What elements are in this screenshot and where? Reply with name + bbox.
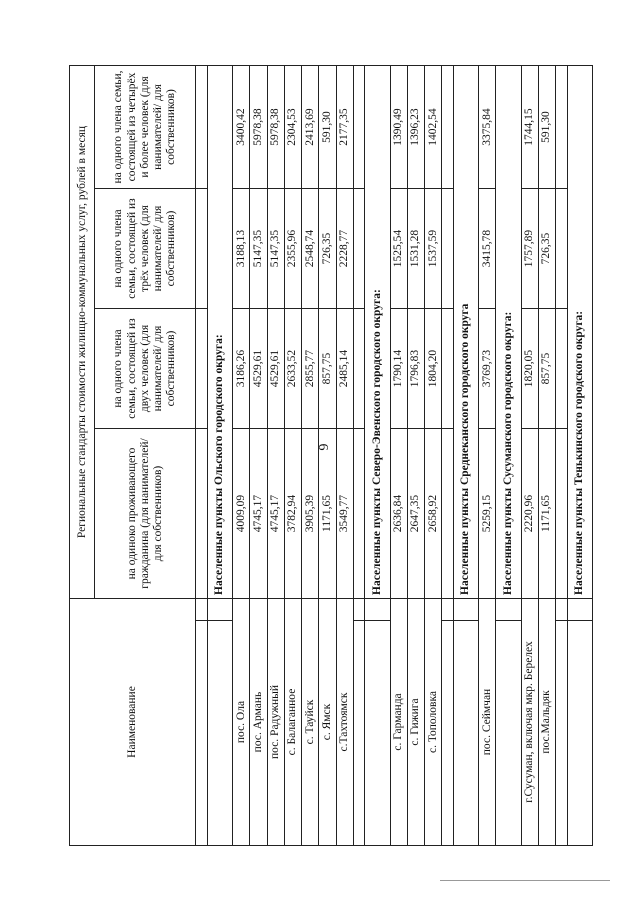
value-cell: 1402,54 <box>425 66 442 189</box>
value-cell: 2633,52 <box>284 309 301 429</box>
settlement-name: с. Балаганное <box>284 599 301 846</box>
group-title: Населенные пункты Тенькинского городского округа: <box>567 66 592 599</box>
table-row <box>521 66 538 846</box>
value-cell: 5147,35 <box>250 189 267 309</box>
group-title-row <box>496 66 521 846</box>
value-cell: 3782,94 <box>284 429 301 599</box>
value-cell: 4745,17 <box>250 429 267 599</box>
value-cell: 2355,96 <box>284 189 301 309</box>
value-cell: 4529,61 <box>267 309 284 429</box>
settlement-name: с. Гарманда <box>390 599 407 846</box>
table-row <box>302 66 319 846</box>
table-row <box>233 66 250 846</box>
value-cell: 1804,20 <box>425 309 442 429</box>
value-cell: 591,30 <box>319 66 336 189</box>
value-cell: 2177,35 <box>336 66 353 189</box>
value-cell: 1396,23 <box>407 66 424 189</box>
value-cell: 1171,65 <box>538 429 555 599</box>
value-cell: 3905,39 <box>302 429 319 599</box>
group-title-row <box>207 66 232 846</box>
table-row <box>250 66 267 846</box>
settlement-name: с. Ямск <box>319 599 336 846</box>
value-cell: 2855,77 <box>302 309 319 429</box>
page-number: 6 <box>315 443 330 451</box>
table-row <box>479 66 496 846</box>
value-cell: 2548,74 <box>302 189 319 309</box>
column-header-four-plus-persons: на одного члена семьи, состоящей из четырёх и более человек (для нанимателей/ для собственников) <box>95 66 196 189</box>
value-cell: 1537,59 <box>425 189 442 309</box>
table-row <box>267 66 284 846</box>
settlement-name: пос. Радужный <box>267 599 284 846</box>
value-cell: 2658,92 <box>425 429 442 599</box>
settlement-name: г.Сусуман, включая мкр. Берелех <box>521 599 538 846</box>
value-cell: 1525,54 <box>390 189 407 309</box>
spacer-row <box>556 66 567 846</box>
table-row <box>319 66 336 846</box>
value-cell: 1171,65 <box>319 429 336 599</box>
value-cell: 3415,78 <box>479 189 496 309</box>
settlement-name: с. Тауйск <box>302 599 319 846</box>
value-cell: 2413,69 <box>302 66 319 189</box>
column-header-three-persons: на одного члена семьи, состоящей из трёх человек (для нанимателей/ для собственников) <box>95 189 196 309</box>
value-cell: 2220,96 <box>521 429 538 599</box>
housing-cost-standards-table <box>69 65 593 846</box>
value-cell: 591,30 <box>538 66 555 189</box>
value-cell: 3375,84 <box>479 66 496 189</box>
group-title-row <box>365 66 390 846</box>
value-cell: 5978,38 <box>267 66 284 189</box>
value-cell: 1531,28 <box>407 189 424 309</box>
value-cell: 857,75 <box>319 309 336 429</box>
group-title-row <box>453 66 478 846</box>
name-column-header: Наименование <box>70 599 196 846</box>
value-cell: 857,75 <box>538 309 555 429</box>
settlement-name: пос. Сеймчан <box>479 599 496 846</box>
settlement-name: пос.Мальдяк <box>538 599 555 846</box>
value-cell: 3400,42 <box>233 66 250 189</box>
group-title: Населенные пункты Среднеканского городского округа <box>453 66 478 599</box>
value-cell: 2636,84 <box>390 429 407 599</box>
value-cell: 726,35 <box>319 189 336 309</box>
settlement-name: пос. Ола <box>233 599 250 846</box>
value-cell: 2647,35 <box>407 429 424 599</box>
table-row <box>390 66 407 846</box>
group-column-header: Региональные стандарты стоимости жилищно-коммунальных услуг, рублей в месяц <box>70 66 95 599</box>
value-cell: 1744,15 <box>521 66 538 189</box>
group-title: Населенные пункты Ольского городского округа: <box>207 66 232 599</box>
value-cell: 4745,17 <box>267 429 284 599</box>
rotated-table-frame <box>69 66 593 846</box>
settlement-name: с.Тахтоямск <box>336 599 353 846</box>
table-row <box>538 66 555 846</box>
column-header-two-persons: на одного члена семьи, состоящей из двух человек (для нанимателей/ для собственников) <box>95 309 196 429</box>
group-title: Населенные пункты Сусуманского городского округа: <box>496 66 521 599</box>
value-cell: 3186,26 <box>233 309 250 429</box>
value-cell: 4529,61 <box>250 309 267 429</box>
value-cell: 3769,73 <box>479 309 496 429</box>
group-title-row <box>567 66 592 846</box>
group-title: Населенные пункты Северо-Эвенского городского округа: <box>365 66 390 599</box>
table-row <box>336 66 353 846</box>
value-cell: 1757,89 <box>521 189 538 309</box>
spacer-row <box>353 66 364 846</box>
value-cell: 726,35 <box>538 189 555 309</box>
value-cell: 1796,83 <box>407 309 424 429</box>
value-cell: 1790,14 <box>390 309 407 429</box>
settlement-name: с. Гижига <box>407 599 424 846</box>
table-row <box>407 66 424 846</box>
value-cell: 2304,53 <box>284 66 301 189</box>
value-cell: 5978,38 <box>250 66 267 189</box>
column-header-single: на одиноко проживающего гражданина (для нанимателей/ для собственников) <box>95 429 196 599</box>
value-cell: 3549,77 <box>336 429 353 599</box>
table-row <box>284 66 301 846</box>
table-row <box>425 66 442 846</box>
spacer-row <box>442 66 453 846</box>
settlement-name: пос. Армань <box>250 599 267 846</box>
bottom-rule <box>440 880 610 881</box>
value-cell: 2228,77 <box>336 189 353 309</box>
value-cell: 3188,13 <box>233 189 250 309</box>
value-cell: 4009,09 <box>233 429 250 599</box>
settlement-name: с. Тополовка <box>425 599 442 846</box>
value-cell: 5259,15 <box>479 429 496 599</box>
value-cell: 2485,14 <box>336 309 353 429</box>
value-cell: 1390,49 <box>390 66 407 189</box>
value-cell: 5147,35 <box>267 189 284 309</box>
spacer-row <box>196 66 207 846</box>
value-cell: 1820,05 <box>521 309 538 429</box>
